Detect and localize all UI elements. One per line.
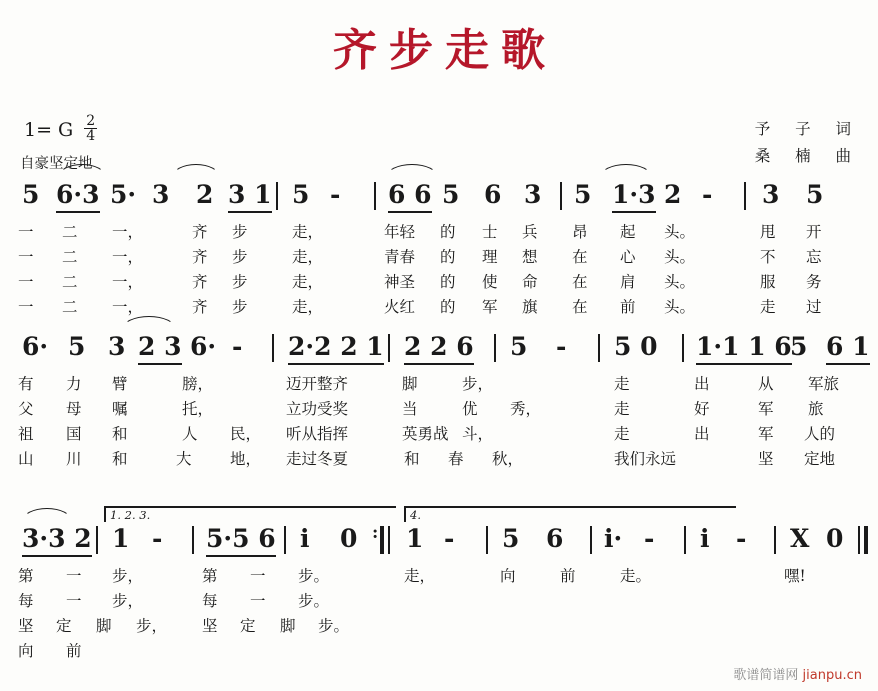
lyric-syllable: 秀， — [510, 400, 542, 418]
lyric-line — [0, 295, 878, 320]
lyric-syllable: 定 — [56, 617, 72, 635]
lyric-syllable: 走， — [292, 273, 324, 291]
lyric-syllable: 服 — [760, 273, 776, 291]
watermark-site-name: 歌谱简谱网 — [733, 668, 799, 683]
lyric-syllable: 在 — [572, 273, 588, 291]
lyric-syllable: 在 — [572, 298, 588, 316]
note: 3 1 — [228, 180, 272, 213]
final-barline-thick — [864, 526, 868, 554]
note: 1·3 — [612, 180, 656, 213]
credit-composer: 桑 楠 曲 — [754, 147, 856, 166]
lyric-line — [0, 372, 878, 397]
slur-mark — [600, 164, 652, 177]
barline — [682, 334, 684, 362]
lyric-syllable: 一 — [18, 248, 34, 266]
lyric-syllable: 神圣 — [384, 273, 416, 291]
lyric-syllable: 定 — [240, 617, 256, 635]
barline — [96, 526, 98, 554]
page-title: 齐步走歌 — [333, 25, 557, 76]
lyric-syllable: 步， — [462, 375, 494, 393]
note: 5 — [510, 332, 528, 361]
lyric-syllable: 祖 — [18, 425, 34, 443]
time-signature-denominator: 4 — [86, 128, 96, 145]
notation-row-2 — [0, 332, 878, 372]
lyric-syllable: 军 — [758, 400, 774, 418]
music-system-2 — [0, 332, 878, 472]
note: 3 — [152, 180, 170, 209]
lyric-syllable: 山 — [18, 450, 34, 468]
lyric-syllable: 一 — [18, 273, 34, 291]
note: - — [702, 180, 713, 209]
lyric-syllable: 一 — [66, 592, 82, 610]
lyric-syllable: 坚 — [18, 617, 34, 635]
lyric-syllable: 前 — [560, 567, 576, 585]
lyric-syllable: 兵 — [522, 223, 538, 241]
lyric-syllable: 母 — [66, 400, 82, 418]
lyric-syllable: 军 — [482, 298, 498, 316]
note: 0 — [826, 524, 844, 553]
lyric-syllable: 每 — [18, 592, 34, 610]
slur-mark — [172, 164, 220, 177]
barline — [374, 182, 376, 210]
note: 5 — [68, 332, 86, 361]
note: 1 — [406, 524, 424, 553]
note: 5 — [790, 332, 808, 361]
lyric-syllable: 一， — [112, 298, 144, 316]
note: - — [444, 524, 455, 553]
credits — [755, 116, 856, 170]
lyric-syllable: 膀， — [182, 375, 214, 393]
lyric-syllable: 军旅 — [808, 375, 840, 393]
lyric-syllable: 步 — [232, 298, 248, 316]
lyric-line — [0, 397, 878, 422]
lyric-syllable: 一， — [112, 273, 144, 291]
note: 5 — [22, 180, 40, 209]
barline — [590, 526, 592, 554]
lyric-syllable: 年轻 — [384, 223, 416, 241]
barline — [272, 334, 274, 362]
lyric-syllable: 走 — [760, 298, 776, 316]
lyric-syllable: 走， — [292, 298, 324, 316]
lyric-line — [0, 447, 878, 472]
note: 5·5 6 — [206, 524, 276, 557]
note: 5 — [292, 180, 310, 209]
lyric-syllable: 走， — [292, 248, 324, 266]
lyric-syllable: 地， — [230, 450, 262, 468]
note: 3 — [762, 180, 780, 209]
lyric-syllable: 旅 — [808, 400, 824, 418]
note: 6 6 — [388, 180, 432, 213]
lyric-syllable: 坚 — [758, 450, 774, 468]
final-barline-thin — [858, 526, 860, 554]
key-signature-text: 1= G — [24, 118, 74, 141]
lyric-syllable: 二 — [62, 298, 78, 316]
ending-bracket-2 — [404, 506, 736, 522]
lyric-syllable: 务 — [806, 273, 822, 291]
lyric-syllable: 和 — [112, 425, 128, 443]
note: - — [232, 332, 243, 361]
note: 6 — [546, 524, 564, 553]
lyric-syllable: 走 — [614, 425, 630, 443]
note: 2 2 6 — [404, 332, 474, 365]
lyric-syllable: 秋， — [492, 450, 524, 468]
lyric-syllable: 一 — [18, 223, 34, 241]
lyric-syllable: 步 — [232, 273, 248, 291]
repeat-barline-thin — [388, 526, 390, 554]
lyric-syllable: 军 — [758, 425, 774, 443]
note: 6· — [22, 332, 49, 361]
lyric-syllable: 优 — [462, 400, 478, 418]
lyric-line — [0, 245, 878, 270]
lyrics-block-3 — [0, 564, 878, 664]
lyric-syllable: 向 — [18, 642, 34, 660]
note: i· — [604, 524, 623, 553]
note: - — [556, 332, 567, 361]
lyric-syllable: 当 — [402, 400, 418, 418]
lyric-line — [0, 614, 878, 639]
lyric-syllable: 甩 — [760, 223, 776, 241]
ending-label-1: 1. 2. 3. — [110, 508, 151, 522]
lyric-syllable: 士 — [482, 223, 498, 241]
lyric-syllable: 脚 — [280, 617, 296, 635]
lyric-syllable: 迈开整齐 — [286, 375, 349, 393]
lyric-syllable: 定地 — [804, 450, 836, 468]
note: 5 — [502, 524, 520, 553]
note: 2 3 — [138, 332, 182, 365]
lyric-syllable: 步。 — [318, 617, 350, 635]
lyric-syllable: 步， — [112, 567, 144, 585]
lyric-syllable: 二 — [62, 248, 78, 266]
lyric-line — [0, 270, 878, 295]
lyric-syllable: 听从指挥 — [286, 425, 349, 443]
lyric-syllable: 出 — [694, 425, 710, 443]
lyric-syllable: 头。 — [664, 248, 696, 266]
note: i — [300, 524, 310, 553]
lyric-syllable: 立功受奖 — [286, 400, 349, 418]
lyric-syllable: 父 — [18, 400, 34, 418]
lyric-syllable: 想 — [522, 248, 538, 266]
note: 6· — [190, 332, 217, 361]
note: 3 — [108, 332, 126, 361]
watermark — [733, 664, 862, 683]
lyric-syllable: 理 — [482, 248, 498, 266]
note: - — [644, 524, 655, 553]
lyric-syllable: 起 — [620, 223, 636, 241]
lyric-syllable: 和 — [112, 450, 128, 468]
lyric-syllable: 昂 — [572, 223, 588, 241]
lyric-line — [0, 639, 878, 664]
lyric-syllable: 好 — [694, 400, 710, 418]
note: 3 — [524, 180, 542, 209]
note: X — [790, 524, 810, 553]
lyric-syllable: 和 — [404, 450, 420, 468]
lyric-syllable: 的 — [440, 273, 456, 291]
lyric-syllable: 旗 — [522, 298, 538, 316]
note: 6 1 — [826, 332, 870, 365]
lyric-syllable: 坚 — [202, 617, 218, 635]
lyric-syllable: 一 — [250, 592, 266, 610]
lyric-syllable: 走 — [614, 375, 630, 393]
barline — [684, 526, 686, 554]
barline — [276, 182, 278, 210]
time-signature-numerator: 2 — [86, 113, 96, 129]
lyric-syllable: 有 — [18, 375, 34, 393]
lyric-syllable: 川 — [66, 450, 82, 468]
lyric-syllable: 人的 — [804, 425, 836, 443]
lyric-syllable: 步。 — [298, 567, 330, 585]
lyric-syllable: 国 — [66, 425, 82, 443]
lyric-syllable: 步 — [232, 223, 248, 241]
lyric-syllable: 英勇战 — [402, 425, 449, 443]
lyric-syllable: 我们永远 — [614, 450, 677, 468]
barline — [284, 526, 286, 554]
lyric-syllable: 一， — [112, 223, 144, 241]
lyric-syllable: 前 — [620, 298, 636, 316]
note: 5 0 — [614, 332, 658, 361]
lyric-syllable: 青春 — [384, 248, 416, 266]
lyric-syllable: 忘 — [806, 248, 822, 266]
lyric-syllable: 过 — [806, 298, 822, 316]
lyric-syllable: 第 — [202, 567, 218, 585]
lyric-syllable: 步。 — [298, 592, 330, 610]
note: 6·3 — [56, 180, 100, 213]
lyric-syllable: 一， — [112, 248, 144, 266]
lyric-syllable: 走 — [614, 400, 630, 418]
lyric-syllable: 齐 — [192, 273, 208, 291]
note: 3·3 2 — [22, 524, 92, 557]
lyric-syllable: 力 — [66, 375, 82, 393]
note: - — [736, 524, 747, 553]
lyric-syllable: 民， — [230, 425, 262, 443]
lyric-syllable: 出 — [694, 375, 710, 393]
lyric-syllable: 人 — [182, 425, 198, 443]
repeat-dots: : — [372, 523, 379, 543]
lyric-line — [0, 564, 878, 589]
key-signature — [24, 113, 97, 146]
note: 5 — [442, 180, 460, 209]
lyrics-block-2 — [0, 372, 878, 472]
lyric-syllable: 头。 — [664, 223, 696, 241]
lyric-syllable: 头。 — [664, 298, 696, 316]
repeat-barline — [380, 526, 384, 554]
barline — [560, 182, 562, 210]
credit-lyricist: 予 子 词 — [754, 120, 856, 138]
lyrics-block-1 — [0, 220, 878, 320]
barline — [192, 526, 194, 554]
barline — [774, 526, 776, 554]
lyric-syllable: 头。 — [664, 273, 696, 291]
watermark-url: jianpu.cn — [798, 668, 862, 683]
barline — [598, 334, 600, 362]
lyric-syllable: 大 — [176, 450, 192, 468]
lyric-syllable: 命 — [522, 273, 538, 291]
lyric-syllable: 火红 — [384, 298, 416, 316]
lyric-syllable: 从 — [758, 375, 774, 393]
lyric-syllable: 一 — [18, 298, 34, 316]
note: 6 — [484, 180, 502, 209]
barline — [486, 526, 488, 554]
note: 2 — [664, 180, 682, 209]
lyric-syllable: 二 — [62, 223, 78, 241]
ending-label-2: 4. — [410, 508, 421, 522]
lyric-line — [0, 422, 878, 447]
lyric-syllable: 一 — [250, 567, 266, 585]
lyric-syllable: 臂 — [112, 375, 128, 393]
note: - — [330, 180, 341, 209]
notation-row-3 — [0, 524, 878, 564]
lyric-syllable: 的 — [440, 298, 456, 316]
lyric-syllable: 步 — [232, 248, 248, 266]
lyric-syllable: 春 — [448, 450, 464, 468]
barline — [388, 334, 390, 362]
note: 1·1 1 6 — [696, 332, 792, 365]
lyric-line — [0, 220, 878, 245]
lyric-syllable: 肩 — [620, 273, 636, 291]
tempo-marking: 自豪坚定地 — [20, 156, 93, 172]
lyric-syllable: 斗， — [462, 425, 494, 443]
note: 5· — [110, 180, 137, 209]
lyric-syllable: 齐 — [192, 248, 208, 266]
lyric-syllable: 齐 — [192, 298, 208, 316]
lyric-syllable: 每 — [202, 592, 218, 610]
note: 0 — [340, 524, 358, 553]
lyric-syllable: 在 — [572, 248, 588, 266]
lyric-syllable: 不 — [760, 248, 776, 266]
lyric-syllable: 嘿! — [784, 567, 806, 585]
time-signature — [84, 114, 97, 144]
lyric-syllable: 脚 — [96, 617, 112, 635]
lyric-syllable: 走。 — [620, 567, 652, 585]
lyric-syllable: 二 — [62, 273, 78, 291]
lyric-syllable: 一 — [66, 567, 82, 585]
note: 2·2 2 1 — [288, 332, 384, 365]
lyric-syllable: 的 — [440, 248, 456, 266]
lyric-syllable: 走， — [404, 567, 436, 585]
lyric-syllable: 开 — [806, 223, 822, 241]
barline — [494, 334, 496, 362]
lyric-syllable: 的 — [440, 223, 456, 241]
lyric-syllable: 嘱 — [112, 400, 128, 418]
note: 2 — [196, 180, 214, 209]
music-system-3 — [0, 500, 878, 664]
slur-mark — [386, 164, 438, 177]
music-system-1 — [0, 180, 878, 320]
lyric-line — [0, 589, 878, 614]
notation-row-1 — [0, 180, 878, 220]
lyric-syllable: 走， — [292, 223, 324, 241]
note: 5 — [806, 180, 824, 209]
lyric-syllable: 前 — [66, 642, 82, 660]
lyric-syllable: 脚 — [402, 375, 418, 393]
lyric-syllable: 走过冬夏 — [286, 450, 349, 468]
note: i — [700, 524, 710, 553]
note: 5 — [574, 180, 592, 209]
ending-brackets — [0, 500, 878, 524]
note: 1 — [112, 524, 130, 553]
lyric-syllable: 第 — [18, 567, 34, 585]
lyric-syllable: 托， — [182, 400, 214, 418]
lyric-syllable: 使 — [482, 273, 498, 291]
lyric-syllable: 向 — [500, 567, 516, 585]
lyric-syllable: 心 — [620, 248, 636, 266]
lyric-syllable: 步， — [136, 617, 168, 635]
lyric-syllable: 齐 — [192, 223, 208, 241]
lyric-syllable: 步， — [112, 592, 144, 610]
barline — [744, 182, 746, 210]
note: - — [152, 524, 163, 553]
